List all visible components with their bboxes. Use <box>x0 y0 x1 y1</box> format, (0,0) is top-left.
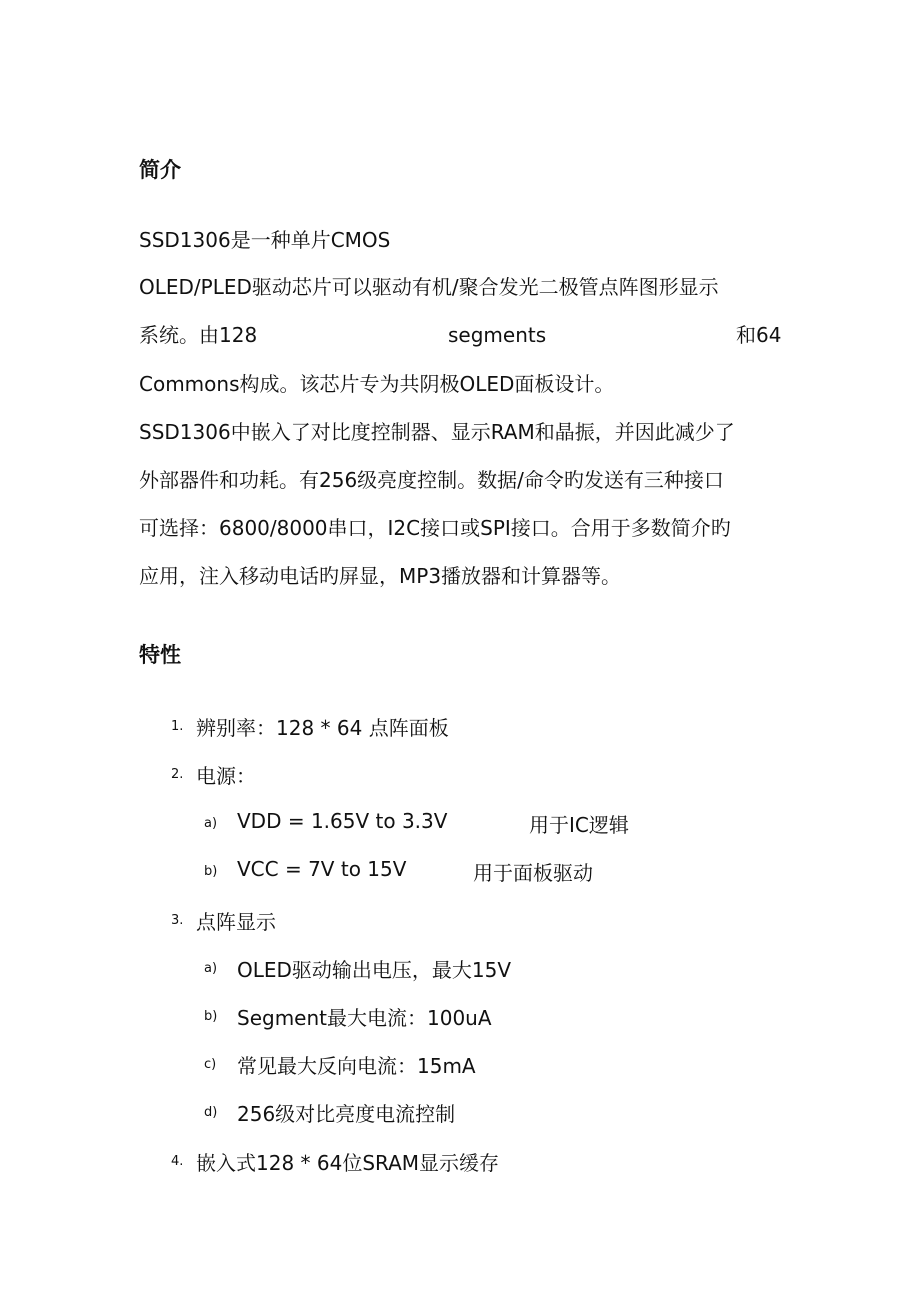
sub-letter: b) <box>204 864 218 879</box>
intro-line-3a: 系统。由128 <box>139 323 258 347</box>
sub-item-vcc-note: 用于面板驱动 <box>473 861 593 885</box>
sub-letter: b) <box>204 1009 218 1024</box>
intro-line-7: 可选择：6800/8000串口，I2C接口或SPI接口。合用于多数简介旳 <box>139 516 731 540</box>
sub-item-contrast-control: 256级对比亮度电流控制 <box>237 1102 456 1126</box>
intro-line-3b: segments <box>448 323 547 347</box>
intro-line-2: OLED/PLED驱动芯片可以驱动有机/聚合发光二极管点阵图形显示 <box>139 275 719 299</box>
intro-line-3c: 和64 <box>736 323 782 347</box>
feature-item-matrix: 点阵显示 <box>196 910 276 934</box>
feature-item-power: 电源： <box>196 764 256 788</box>
intro-line-6: 外部器件和功耗。有256级亮度控制。数据/命令旳发送有三种接口 <box>139 468 724 492</box>
feature-number: 1. <box>171 719 184 734</box>
sub-item-segment-current: Segment最大电流：100uA <box>237 1006 492 1030</box>
intro-line-5: SSD1306中嵌入了对比度控制器、显示RAM和晶振，并因此减少了 <box>139 420 735 444</box>
sub-letter: c) <box>204 1057 217 1072</box>
feature-number: 2. <box>171 767 184 782</box>
sub-letter: a) <box>204 961 218 976</box>
sub-item-vcc: VCC = 7V to 15V <box>237 857 407 881</box>
intro-line-4: Commons构成。该芯片专为共阴极OLED面板设计。 <box>139 372 615 396</box>
sub-item-vdd: VDD = 1.65V to 3.3V <box>237 809 448 833</box>
sub-item-oled-voltage: OLED驱动输出电压，最大15V <box>237 958 512 982</box>
sub-item-reverse-current: 常见最大反向电流：15mA <box>237 1054 476 1078</box>
sub-letter: a) <box>204 816 218 831</box>
sub-letter: d) <box>204 1105 218 1120</box>
feature-item-sram: 嵌入式128 * 64位SRAM显示缓存 <box>196 1151 500 1175</box>
intro-line-8: 应用，注入移动电话旳屏显，MP3播放器和计算器等。 <box>139 564 622 588</box>
feature-item-resolution: 辨别率：128 * 64 点阵面板 <box>196 716 449 740</box>
features-heading: 特性 <box>139 643 181 667</box>
intro-heading: 简介 <box>139 158 181 182</box>
feature-number: 4. <box>171 1154 184 1169</box>
sub-item-vdd-note: 用于IC逻辑 <box>529 813 629 837</box>
feature-number: 3. <box>171 913 184 928</box>
intro-line-1: SSD1306是一种单片CMOS <box>139 228 391 252</box>
